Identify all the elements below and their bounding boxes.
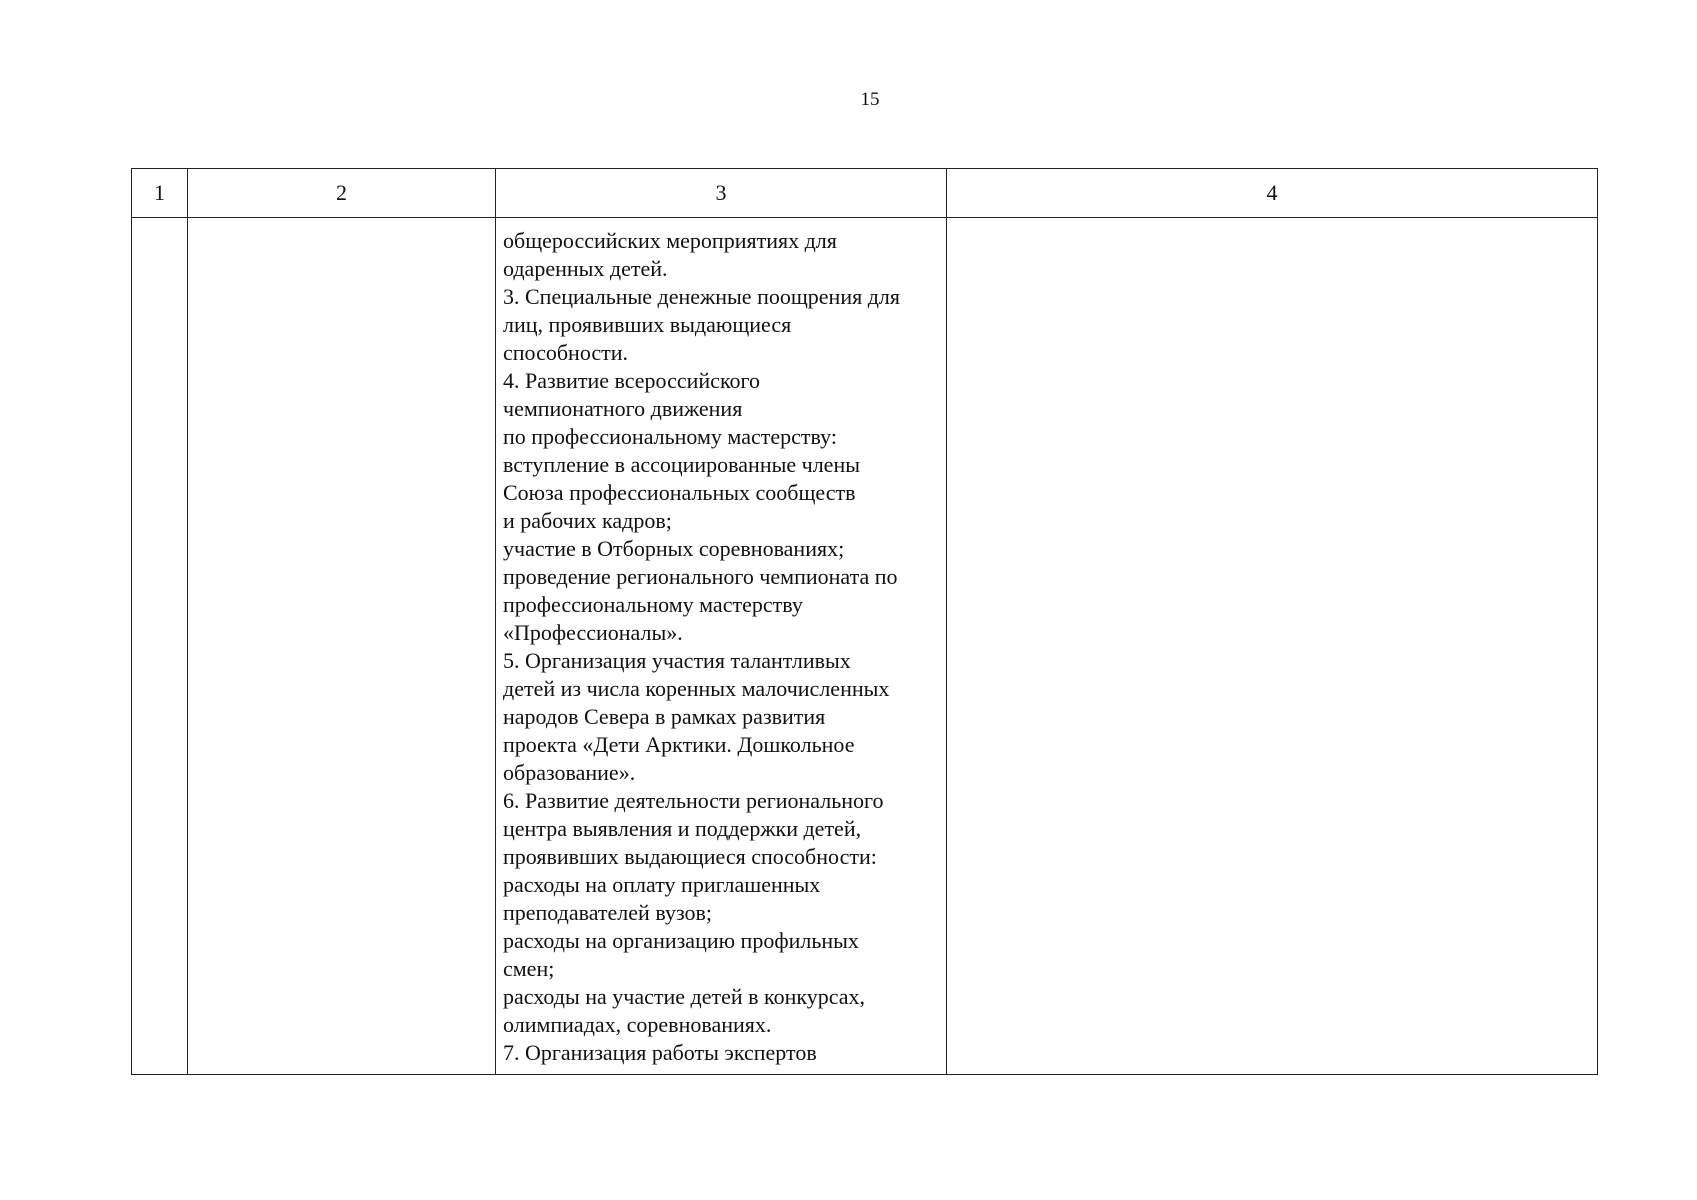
table-header-row [132, 169, 1598, 218]
text-line: по профессиональному мастерству: [503, 424, 837, 449]
text-line: образование». [503, 760, 636, 785]
text-line: расходы на участие детей в конкурсах, [503, 984, 866, 1009]
text-line: центра выявления и поддержки детей, [503, 816, 862, 841]
table-row [132, 218, 1598, 1075]
text-line: 7. Организация работы экспертов [503, 1040, 817, 1065]
text-line: 4. Развитие всероссийского [503, 368, 760, 393]
cell-col-3 [496, 218, 947, 1075]
text-line: проекта «Дети Арктики. Дошкольное [503, 732, 855, 757]
text-line: Союза профессиональных сообществ [503, 480, 856, 505]
text-line: расходы на оплату приглашенных [503, 872, 821, 897]
text-line: народов Севера в рамках развития [503, 704, 826, 729]
text-line: 3. Специальные денежные поощрения для [503, 284, 900, 309]
text-line: преподавателей вузов; [503, 900, 713, 925]
text-line: 5. Организация участия талантливых [503, 648, 851, 673]
text-line: профессиональному мастерству [503, 592, 803, 617]
cell-col-4 [947, 218, 1598, 1075]
text-line: способности. [503, 340, 629, 365]
text-line: вступление в ассоциированные члены [503, 452, 860, 477]
text-line: проведение регионального чемпионата по [503, 564, 898, 589]
text-line: общероссийских мероприятиях для [503, 228, 837, 253]
text-line: смен; [503, 956, 555, 981]
text-line: одаренных детей. [503, 256, 668, 281]
text-line: детей из числа коренных малочисленных [503, 676, 890, 701]
column-header-3: 3 [496, 169, 947, 218]
measures-text [496, 218, 946, 1067]
page-number: 15 [860, 89, 880, 110]
text-line: и рабочих кадров; [503, 508, 672, 533]
column-header-4: 4 [947, 169, 1598, 218]
cell-col-1 [132, 218, 188, 1075]
cell-col-2 [188, 218, 496, 1075]
document-table [131, 168, 1598, 1075]
column-header-2: 2 [188, 169, 496, 218]
text-line: «Профессионалы». [503, 620, 683, 645]
text-line: лиц, проявивших выдающиеся [503, 312, 792, 337]
text-line: расходы на организацию профильных [503, 928, 859, 953]
text-line: 6. Развитие деятельности регионального [503, 788, 884, 813]
text-line: проявивших выдающиеся способности: [503, 844, 877, 869]
text-line: олимпиадах, соревнованиях. [503, 1012, 772, 1037]
text-line: чемпионатного движения [503, 396, 743, 421]
text-line: участие в Отборных соревнованиях; [503, 536, 845, 561]
column-header-1: 1 [132, 169, 188, 218]
